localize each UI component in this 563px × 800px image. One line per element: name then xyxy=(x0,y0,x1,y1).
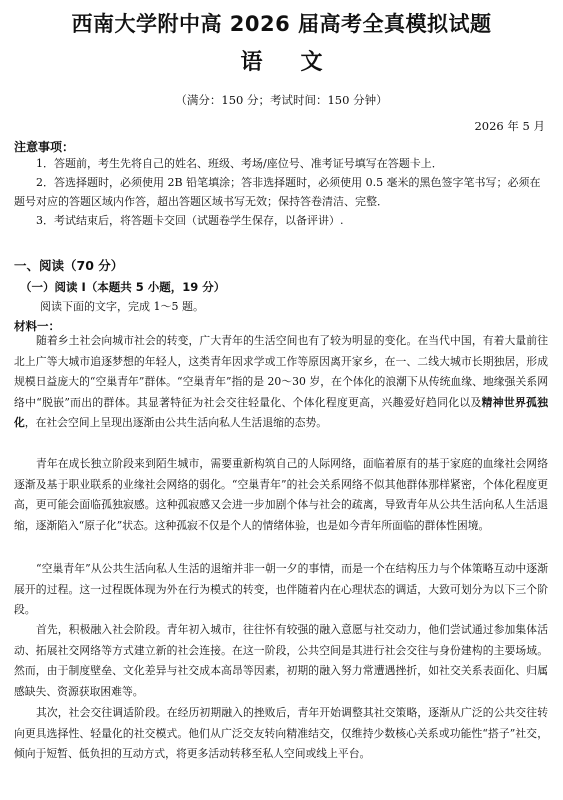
page-title: 西南大学附中高 2026 届高考全真模拟试题 xyxy=(71,12,492,36)
notice-item: 1．答题前，考生先将自己的姓名、班级、考场/座位号、准考证号填写在答题卡上． xyxy=(36,157,443,170)
exam-date: 2026 年 5 月 xyxy=(474,119,545,133)
subsection-heading: （一）阅读 I（本题共 5 小题，19 分） xyxy=(20,280,226,294)
subject-title: 语文 xyxy=(240,50,361,75)
material-label: 材料一： xyxy=(14,319,60,333)
reading-paragraph: “空巢青年”从公共生活向私人生活的退缩并非一朝一夕的事情，而是一个在结构压力与个体策略互动中逐渐展开的过程。这一过程既体现为外在行为模式的转变，也伴随着内在心理状态的调适，大致可划分为以下三个阶段。 xyxy=(14,562,548,617)
paragraph-text: ，在社会空间上呈现出逐渐由公共生活向私人生活退缩的态势。 xyxy=(24,416,328,430)
paragraph-text: 随着乡土社会向城市社会的转变，广大青年的生活空间也有了较为明显的变化。在当代中国，有着大量前往北上广等大城市追逐梦想的年轻人，这类青年因求学或工作等原因离开家乡，在一、二线大城市长期独居，形成规模日益庞大的“空巢青年”群体。“空巢青年”指的是 20～30 岁，在个体化的浪潮下从传统血缘、地缘强关系网络中“脱嵌”而出的群体。其显著特征为社会交往轻量化、个体化程度更高，兴趣爱好趋同化以及 xyxy=(14,334,548,409)
emphasized-text: 精神世界孤独化 xyxy=(14,395,548,430)
reading-paragraph: 青年在成长独立阶段来到陌生城市，需要重新构筑自己的人际网络，面临着原有的基于家庭的血缘社会网络逐渐及基于职业联系的业缘社会网络的弱化。“空巢青年”的社会关系网络不似其他群体那样紧密，个体化程度更高，更可能会面临孤独寂感。这种孤寂感又会进一步加剧个体与社会的疏离，导致青年从公共生活向私人生活退缩，逐渐陷入“原子化”状态。这种孤寂不仅是个人的情绪体验，也是如今青年所面临的群体性困境。 xyxy=(14,457,548,532)
notice-heading: 注意事项： xyxy=(14,140,75,154)
reading-paragraph: 其次，社会交往调适阶段。在经历初期融入的挫败后，青年开始调整其社交策略，逐渐从广泛的公共交往转向更具选择性、轻量化的社交模式。他们从广泛交友转向精准结交，仅维持少数核心关系或功能性“搭子”社交，倾向于短暂、低负担的互动方式，将更多活动转移至私人空间或线上平台。 xyxy=(14,706,548,761)
reading-paragraph: 首先，积极融入社会阶段。青年初入城市，往往怀有较强的融入意愿与社交动力，他们尝试通过参加集体活动、拓展社交网络等方式建立新的社会连接。在这一阶段，公共空间是其进行社会交往与身份建构的主要场域。然而，由于制度壁垒、文化差异与社交成本高昂等因素，初期的融入努力常遭遇挫折，如社交关系表面化、归属感缺失、资源获取困难等。 xyxy=(14,623,548,698)
section-heading: 一、阅读（70 分） xyxy=(14,258,124,273)
notice-item: 2．答选择题时，必须使用 2B 铅笔填涂；答非选择题时，必须使用 0.5 毫米的黑色签字笔书写；必须在题号对应的答题区域内作答，超出答题区域书写无效；保持答卷清洁、完整． xyxy=(14,176,541,208)
notice-item: 3．考试结束后，将答题卡交回（试题卷学生保存，以备评讲）. xyxy=(36,214,344,227)
reading-instruction: 阅读下面的文字，完成 1～5 题。 xyxy=(40,300,204,313)
exam-meta: （满分：150 分；考试时间：150 分钟） xyxy=(175,93,388,107)
reading-paragraph xyxy=(14,331,548,434)
